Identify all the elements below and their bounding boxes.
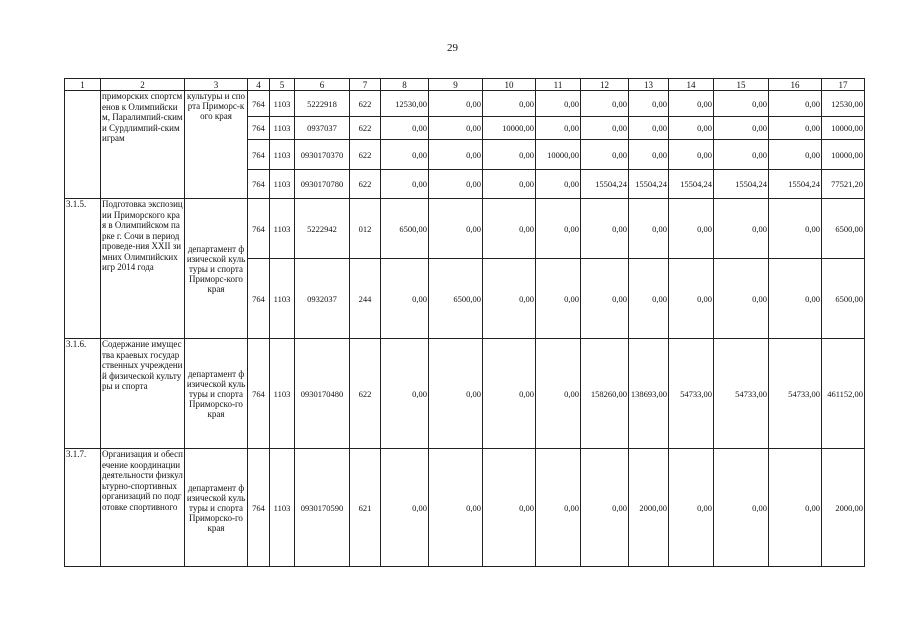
amount-cell: 158260,00: [581, 339, 629, 449]
amount-cell: 0,00: [769, 449, 822, 567]
amount-cell: 0,00: [483, 259, 536, 339]
item-name: Организация и обеспечение координации деятельности физкультурно-спортивных организаций по подготовке спортивного: [101, 449, 185, 567]
code-cell: 1103: [270, 117, 295, 140]
amount-cell: 0,00: [536, 449, 581, 567]
amount-cell: 0,00: [381, 339, 429, 449]
amount-cell: 10000,00: [483, 117, 536, 140]
code-cell: 012: [350, 199, 381, 259]
amount-cell: 0,00: [429, 170, 483, 199]
amount-cell: 6500,00: [822, 199, 865, 259]
amount-cell: 0,00: [769, 199, 822, 259]
amount-cell: 0,00: [714, 117, 769, 140]
amount-cell: 0,00: [429, 91, 483, 117]
header-cell: 8: [381, 79, 429, 91]
amount-cell: 0,00: [769, 117, 822, 140]
header-cell: 16: [769, 79, 822, 91]
header-cell: 9: [429, 79, 483, 91]
header-cell: 15: [714, 79, 769, 91]
header-cell: 2: [101, 79, 185, 91]
amount-cell: 15504,24: [714, 170, 769, 199]
code-cell: 1103: [270, 140, 295, 170]
header-cell: 4: [248, 79, 270, 91]
amount-cell: 15504,24: [669, 170, 714, 199]
code-cell: 764: [248, 117, 270, 140]
amount-cell: 0,00: [581, 140, 629, 170]
item-executor: культуры и спорта Приморс-кого края: [185, 91, 248, 199]
amount-cell: 0,00: [581, 259, 629, 339]
code-cell: 764: [248, 449, 270, 567]
code-cell: 622: [350, 140, 381, 170]
amount-cell: 0,00: [669, 91, 714, 117]
item-name: приморских спортсменов к Олимпийским, Паралимпий-ским и Сурдлимпий-ским играм: [101, 91, 185, 199]
amount-cell: 15504,24: [769, 170, 822, 199]
item-executor: департамент физической культуры и спорта Приморско-го края: [185, 339, 248, 449]
header-cell: 5: [270, 79, 295, 91]
amount-cell: 10000,00: [536, 140, 581, 170]
amount-cell: 0,00: [669, 259, 714, 339]
code-cell: 764: [248, 259, 270, 339]
amount-cell: 6500,00: [429, 259, 483, 339]
amount-cell: 0,00: [629, 140, 669, 170]
amount-cell: 15504,24: [629, 170, 669, 199]
header-cell: 1: [65, 79, 101, 91]
header-cell: 14: [669, 79, 714, 91]
amount-cell: 0,00: [669, 449, 714, 567]
code-cell: 1103: [270, 339, 295, 449]
code-cell: 622: [350, 117, 381, 140]
header-cell: 10: [483, 79, 536, 91]
amount-cell: 54733,00: [669, 339, 714, 449]
amount-cell: 6500,00: [822, 259, 865, 339]
amount-cell: 0,00: [381, 140, 429, 170]
amount-cell: 0,00: [483, 140, 536, 170]
code-cell: 622: [350, 170, 381, 199]
amount-cell: 0,00: [714, 140, 769, 170]
table-row: [65, 449, 865, 567]
amount-cell: 0,00: [629, 91, 669, 117]
amount-cell: 0,00: [536, 259, 581, 339]
code-cell: 0930170590: [295, 449, 350, 567]
table-row: [65, 339, 865, 449]
amount-cell: 0,00: [483, 339, 536, 449]
item-executor: департамент физической культуры и спорта Приморс-кого края: [185, 199, 248, 339]
amount-cell: 461152,00: [822, 339, 865, 449]
header-cell: 6: [295, 79, 350, 91]
amount-cell: 6500,00: [381, 199, 429, 259]
amount-cell: 0,00: [536, 339, 581, 449]
page-number: 29: [447, 42, 458, 54]
header-cell: 17: [822, 79, 865, 91]
amount-cell: 0,00: [769, 91, 822, 117]
amount-cell: 12530,00: [822, 91, 865, 117]
code-cell: 0930170480: [295, 339, 350, 449]
amount-cell: 0,00: [581, 91, 629, 117]
amount-cell: 0,00: [483, 199, 536, 259]
amount-cell: 0,00: [769, 259, 822, 339]
header-row: [65, 79, 865, 91]
header-cell: 12: [581, 79, 629, 91]
amount-cell: 0,00: [381, 117, 429, 140]
amount-cell: 0,00: [536, 91, 581, 117]
amount-cell: 0,00: [669, 117, 714, 140]
amount-cell: 0,00: [629, 199, 669, 259]
code-cell: 622: [350, 339, 381, 449]
amount-cell: 0,00: [769, 140, 822, 170]
amount-cell: 0,00: [629, 259, 669, 339]
code-cell: 764: [248, 140, 270, 170]
item-executor: департамент физической культуры и спорта Приморско-го края: [185, 449, 248, 567]
amount-cell: 0,00: [429, 199, 483, 259]
amount-cell: 54733,00: [769, 339, 822, 449]
table-row: [65, 199, 865, 259]
amount-cell: 0,00: [381, 170, 429, 199]
code-cell: 621: [350, 449, 381, 567]
amount-cell: 0,00: [483, 91, 536, 117]
amount-cell: 0,00: [381, 259, 429, 339]
header-cell: 13: [629, 79, 669, 91]
code-cell: 764: [248, 91, 270, 117]
code-cell: 1103: [270, 91, 295, 117]
code-cell: 1103: [270, 199, 295, 259]
budget-table: [64, 78, 865, 567]
amount-cell: 138693,00: [629, 339, 669, 449]
code-cell: 764: [248, 199, 270, 259]
amount-cell: 0,00: [714, 259, 769, 339]
code-cell: 244: [350, 259, 381, 339]
table-row: [65, 91, 865, 117]
item-name: Подготовка экспозиции Приморского края в Олимпийском парке г. Сочи в период проведе-ния XXII зимних Олимпийских игр 2014 года: [101, 199, 185, 339]
item-code: 3.1.5.: [65, 199, 101, 339]
code-cell: 622: [350, 91, 381, 117]
amount-cell: 0,00: [381, 449, 429, 567]
amount-cell: 0,00: [669, 199, 714, 259]
amount-cell: 0,00: [669, 140, 714, 170]
amount-cell: 0,00: [581, 117, 629, 140]
header-cell: 3: [185, 79, 248, 91]
code-cell: 1103: [270, 170, 295, 199]
amount-cell: 0,00: [429, 117, 483, 140]
code-cell: 5222942: [295, 199, 350, 259]
code-cell: 0930170780: [295, 170, 350, 199]
amount-cell: 12530,00: [381, 91, 429, 117]
amount-cell: 2000,00: [822, 449, 865, 567]
amount-cell: 0,00: [581, 449, 629, 567]
item-name: Содержание имущества краевых государственных учреждений физической культуры и спорта: [101, 339, 185, 449]
amount-cell: 77521,20: [822, 170, 865, 199]
code-cell: 0932037: [295, 259, 350, 339]
amount-cell: 0,00: [483, 170, 536, 199]
amount-cell: 0,00: [429, 140, 483, 170]
code-cell: 0930170370: [295, 140, 350, 170]
amount-cell: 10000,00: [822, 117, 865, 140]
code-cell: 0937037: [295, 117, 350, 140]
amount-cell: 0,00: [581, 199, 629, 259]
code-cell: 764: [248, 339, 270, 449]
amount-cell: 0,00: [714, 199, 769, 259]
item-code: 3.1.6.: [65, 339, 101, 449]
item-code: [65, 91, 101, 199]
amount-cell: 0,00: [536, 170, 581, 199]
code-cell: 764: [248, 170, 270, 199]
amount-cell: 0,00: [536, 199, 581, 259]
amount-cell: 0,00: [483, 449, 536, 567]
amount-cell: 0,00: [714, 91, 769, 117]
amount-cell: 10000,00: [822, 140, 865, 170]
amount-cell: 0,00: [429, 339, 483, 449]
amount-cell: 2000,00: [629, 449, 669, 567]
code-cell: 1103: [270, 259, 295, 339]
amount-cell: 0,00: [629, 117, 669, 140]
header-cell: 7: [350, 79, 381, 91]
amount-cell: 54733,00: [714, 339, 769, 449]
amount-cell: 0,00: [429, 449, 483, 567]
amount-cell: 15504,24: [581, 170, 629, 199]
header-cell: 11: [536, 79, 581, 91]
amount-cell: 0,00: [536, 117, 581, 140]
item-code: 3.1.7.: [65, 449, 101, 567]
code-cell: 1103: [270, 449, 295, 567]
amount-cell: 0,00: [714, 449, 769, 567]
code-cell: 5222918: [295, 91, 350, 117]
